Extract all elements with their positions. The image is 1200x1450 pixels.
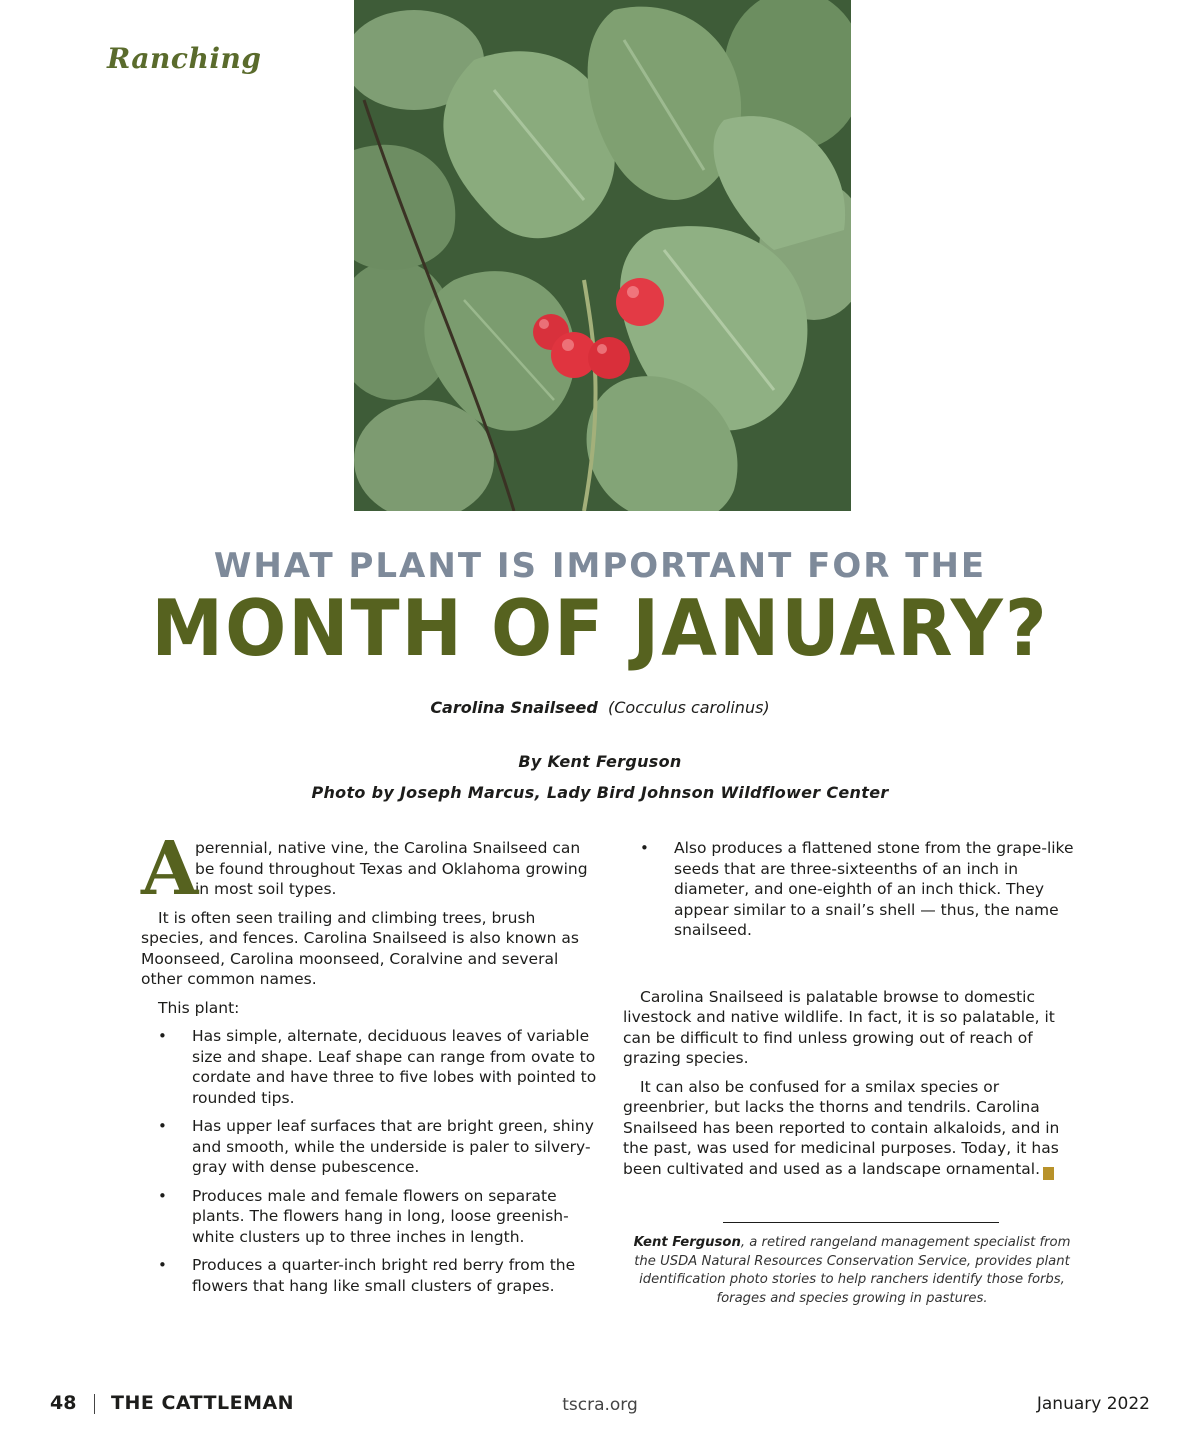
photo-credit: Photo by Joseph Marcus, Lady Bird Johnson Wildflower Center — [311, 783, 889, 802]
website-link[interactable]: tscra.org — [562, 1395, 638, 1415]
end-of-article-icon: c — [1043, 1167, 1054, 1180]
author-name: Kent Ferguson — [633, 1235, 741, 1250]
list-item: • Produces male and female flowers on separate plants. The flowers hang in long, loose greenish-white clusters up to three inches in length. — [141, 1186, 603, 1248]
paragraph-4: Carolina Snailseed is palatable browse to domestic livestock and native wildlife. In fact, it is so palatable, it can be difficult to find unless growing out of reach of grazing species. — [623, 987, 1055, 1067]
plant-traits-list-continued — [623, 838, 1081, 941]
paragraph-2: It is often seen trailing and climbing trees, brush species, and fences. Carolina Snailseed is also known as Moonseed, Carolina moonseed, Coralvine and several other common names. — [141, 908, 579, 988]
list-item: • Has upper leaf surfaces that are bright green, shiny and smooth, while the underside is paler to silvery-gray with dense pubescence. — [141, 1116, 603, 1178]
scientific-name: (Cocculus carolinus) — [608, 698, 770, 717]
list-item: • Produces a quarter-inch bright red berry from the flowers that hang like small clusters of grapes. — [141, 1255, 603, 1296]
author-bio — [623, 1234, 1081, 1308]
author-bio-text: , a retired rangeland management specialist from the USDA Natural Resources Conservation Service, provides plant identification photo stories to help ranchers identify those forbs, forages and species growing in pastures. — [634, 1235, 1071, 1306]
page-number: 48 — [50, 1392, 77, 1414]
byline: By Kent Ferguson — [518, 752, 682, 771]
intro-paragraph — [141, 826, 603, 912]
article-column-left — [141, 826, 603, 1304]
article-column-right — [623, 838, 1081, 1188]
bio-divider — [723, 1222, 999, 1223]
issue-date: January 2022 — [1036, 1394, 1150, 1414]
section-tag: Ranching — [107, 42, 262, 75]
photo-carolina-snailseed — [354, 0, 851, 511]
paragraph-5-text: It can also be confused for a smilax species or greenbrier, but lacks the thorns and tendrils. Carolina Snailseed has been reported to contain alkaloids, and in the past, was used for medicinal purposes. Today, it has been cultivated and used as a landscape ornamental. — [623, 1077, 1060, 1178]
common-name: Carolina Snailseed — [430, 698, 598, 717]
headline-main: MONTH OF JANUARY? — [151, 582, 1049, 674]
intro-text: perennial, native vine, the Carolina Snailseed can be found throughout Texas and Oklahoma growing in most soil types. — [195, 839, 588, 898]
drop-cap: A — [141, 826, 199, 912]
paragraph-3: This plant: — [158, 998, 240, 1017]
plant-name-subtitle — [0, 698, 1200, 717]
headline-kicker: WHAT PLANT IS IMPORTANT FOR THE — [213, 546, 987, 586]
magazine-name: THE CATTLEMAN — [111, 1392, 295, 1414]
list-item: • Has simple, alternate, deciduous leaves of variable size and shape. Leaf shape can range from ovate to cordate and have three to five lobes with pointed to rounded tips. — [141, 1026, 603, 1108]
plant-photo-illustration — [354, 0, 851, 511]
paragraph-5 — [623, 1077, 1081, 1180]
plant-traits-list — [141, 1026, 603, 1296]
list-item: • Also produces a flattened stone from the grape-like seeds that are three-sixteenths of an inch in diameter, and one-eighth of an inch thick. They appear similar to a snail’s shell — thus, the name snailseed. — [623, 838, 1081, 941]
